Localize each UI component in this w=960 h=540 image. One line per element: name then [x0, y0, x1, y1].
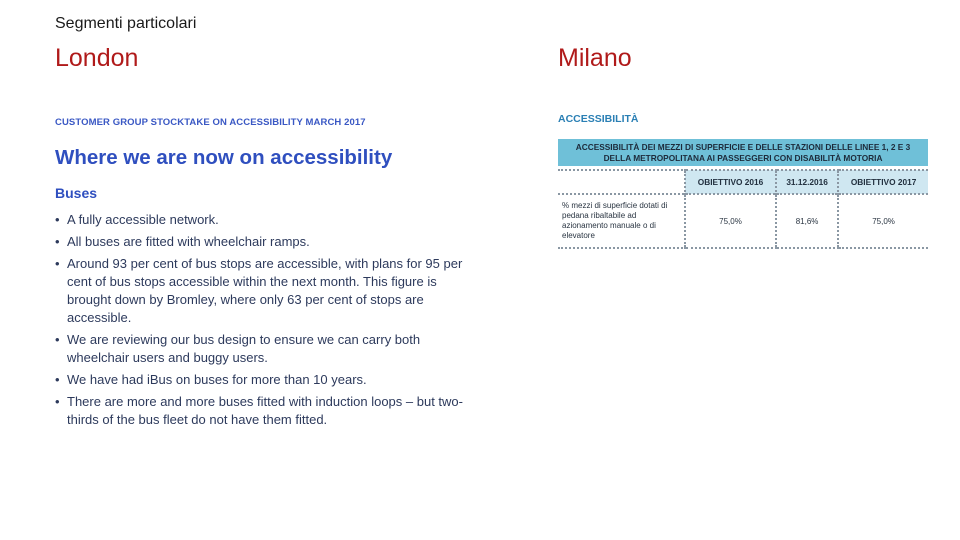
- bullet-text: There are more and more buses fitted with induction loops – but two-thirds of the bus fleet do not have them fitted.: [67, 394, 463, 427]
- table-header-cell: [558, 170, 685, 194]
- milano-title: Milano: [558, 44, 632, 72]
- section-label: Segmenti particolari: [55, 15, 197, 32]
- bullet-icon: •: [55, 372, 60, 387]
- table-cell: 81,6%: [776, 194, 838, 248]
- list-item: [55, 211, 475, 229]
- london-headline: Where we are now on accessibility: [55, 146, 393, 169]
- london-bullet-list: [55, 211, 475, 429]
- list-item: [55, 393, 475, 429]
- milano-excerpt: [558, 113, 928, 249]
- table-cell: 75,0%: [838, 194, 928, 248]
- london-title: London: [55, 44, 139, 72]
- bullet-icon: •: [55, 256, 60, 271]
- table-row: [558, 194, 928, 248]
- bullet-text: We have had iBus on buses for more than 10 years.: [67, 372, 367, 387]
- table-row-label: % mezzi di superficie dotati di pedana ribaltabile ad azionamento manuale o di elevatore: [558, 194, 685, 248]
- list-item: [55, 233, 475, 251]
- table-header-cell: OBIETTIVO 2017: [838, 170, 928, 194]
- accessibility-table: [558, 169, 928, 249]
- banner-line: ACCESSIBILITÀ DEI MEZZI DI SUPERFICIE E DELLE STAZIONI DELLE LINEE 1, 2 E 3: [575, 142, 911, 152]
- bullet-text: All buses are fitted with wheelchair ramps.: [67, 234, 310, 249]
- bullet-icon: •: [55, 394, 60, 409]
- bullet-icon: •: [55, 212, 60, 227]
- bullet-text: Around 93 per cent of bus stops are accessible, with plans for 95 per cent of bus stops accessible within the next month. This figure is brought down by Bromley, where only 63 per cent of stops are accessible.: [67, 256, 463, 325]
- london-subhead: Buses: [55, 185, 98, 201]
- london-kicker: CUSTOMER GROUP STOCKTAKE ON ACCESSIBILITY MARCH 2017: [55, 117, 366, 128]
- bullet-text: A fully accessible network.: [67, 212, 219, 227]
- milano-kicker: ACCESSIBILITÀ: [558, 113, 639, 125]
- bullet-icon: •: [55, 234, 60, 249]
- list-item: [55, 331, 475, 367]
- bullet-text: We are reviewing our bus design to ensure we can carry both wheelchair users and buggy users.: [67, 332, 421, 365]
- milano-table-banner: [558, 139, 928, 166]
- banner-line: DELLA METROPOLITANA AI PASSEGGERI CON DISABILITÀ MOTORIA: [603, 152, 883, 163]
- table-header-cell: OBIETTIVO 2016: [685, 170, 776, 194]
- london-excerpt: [55, 117, 475, 433]
- table-header-row: [558, 170, 928, 194]
- list-item: [55, 255, 475, 327]
- table-header-cell: 31.12.2016: [776, 170, 838, 194]
- bullet-icon: •: [55, 332, 60, 347]
- list-item: [55, 371, 475, 389]
- table-cell: 75,0%: [685, 194, 776, 248]
